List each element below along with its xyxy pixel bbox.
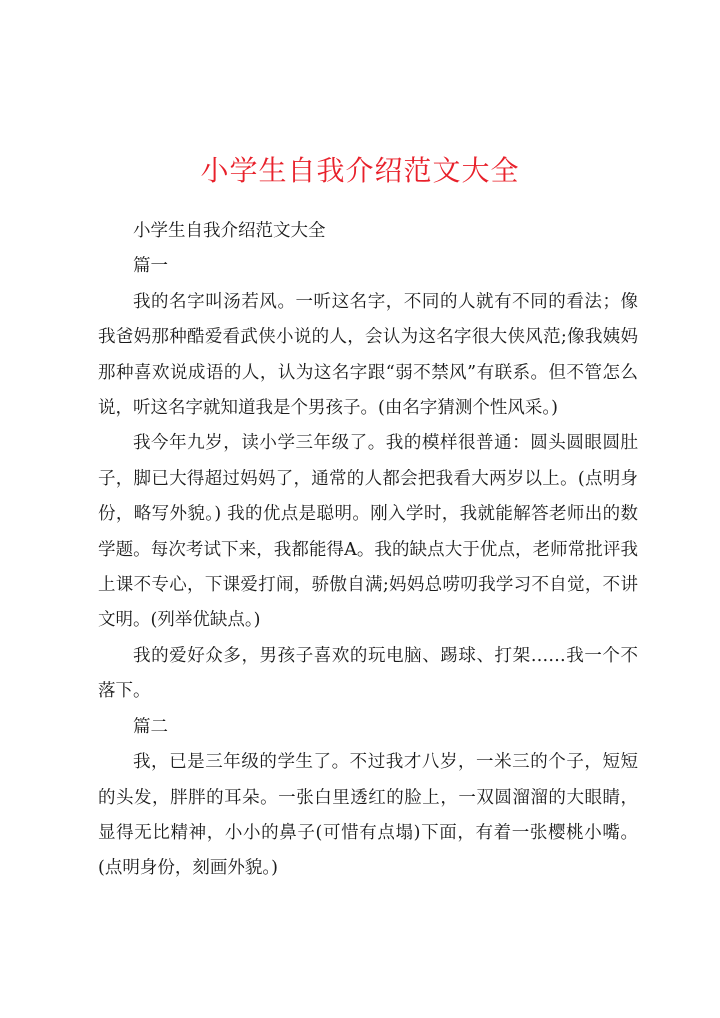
document-body bbox=[98, 214, 638, 887]
paragraph-hobbies: 我的爱好众多，男孩子喜欢的玩电脑、踢球、打架……我一个不落下。 bbox=[98, 645, 638, 702]
paragraph-appearance: 我今年九岁，读小学三年级了。我的模样很普通：圆头圆眼圆肚子，脚已大得超过妈妈了，通常的人都会把我看大两岁以上。(点明身份，略写外貌。) 我的优点是聪明。刚入学时，我就能解答老师出的数学题。每次考试下来，我都能得A。我的缺点大于优点，老师常批评我上课不专心，下课爱打闹，骄傲自满;妈妈总唠叨我学习不自觉，不讲文明。(列举优缺点。) bbox=[98, 433, 638, 631]
paragraph-name: 我的名字叫汤若风。一听这名字，不同的人就有不同的看法；像我爸妈那种酷爱看武侠小说的人，会认为这名字很大侠风范;像我姨妈那种喜欢说成语的人，认为这名字跟“弱不禁风”有联系。但不管怎么说，听这名字就知道我是个男孩子。(由名字猜测个性风采。) bbox=[98, 291, 638, 419]
paragraph-section-heading-2: 篇二 bbox=[133, 716, 168, 737]
paragraph-section-heading-1: 篇一 bbox=[133, 256, 168, 277]
document-title: 小学生自我介绍范文大全 bbox=[200, 154, 520, 187]
paragraph-self-intro: 我，已是三年级的学生了。不过我才八岁，一米三的个子，短短的头发，胖胖的耳朵。一张白里透红的脸上，一双圆溜溜的大眼睛，显得无比精神，小小的鼻子(可惜有点塌)下面，有着一张樱桃小嘴。(点明身份，刻画外貌。) bbox=[98, 752, 638, 879]
paragraph-subtitle: 小学生自我介绍范文大全 bbox=[133, 221, 326, 241]
